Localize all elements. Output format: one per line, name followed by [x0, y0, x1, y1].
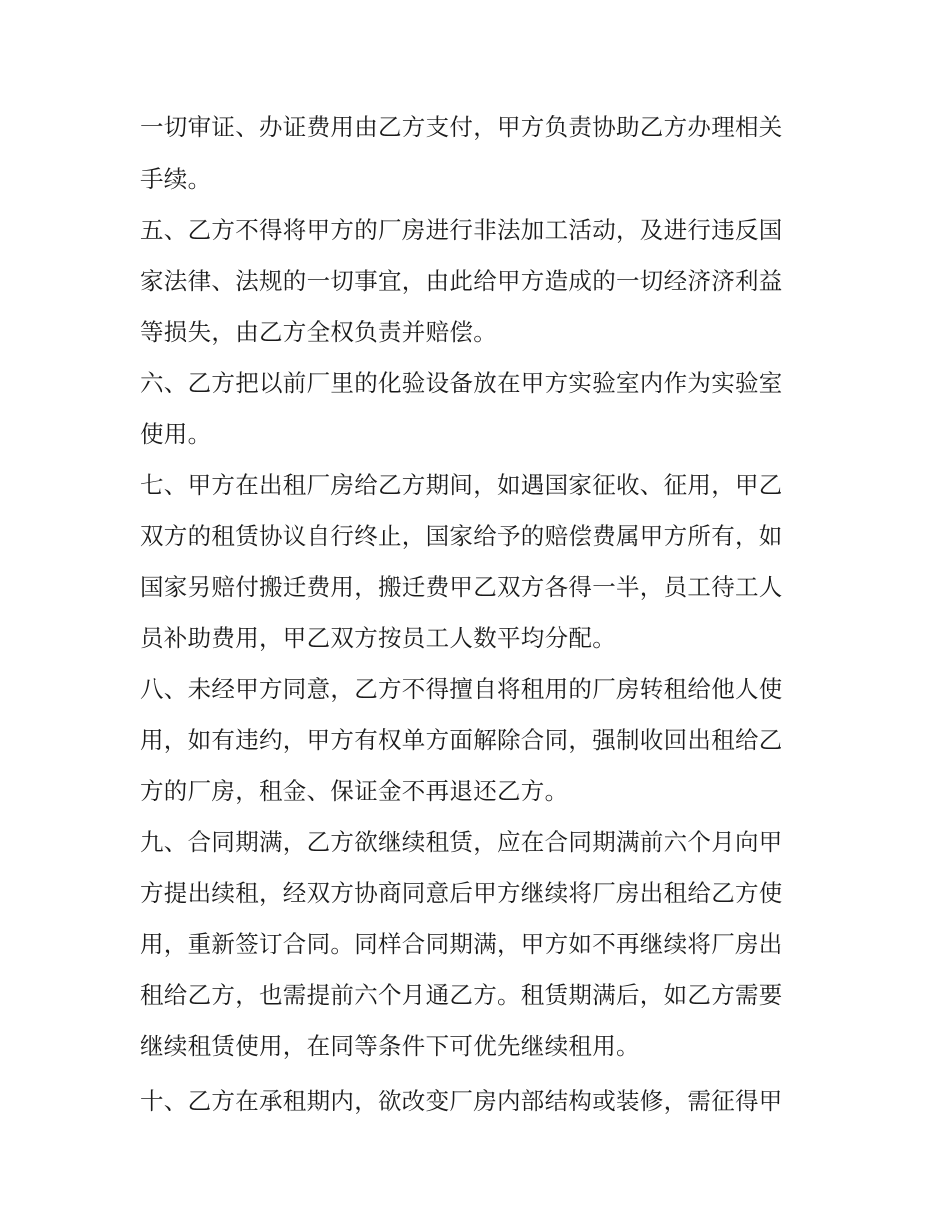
text-line: 用，重新签订合同。同样合同期满，甲方如不再继续将厂房出	[140, 930, 783, 958]
text-line: 方提出续租，经双方协商同意后甲方继续将厂房出租给乙方使	[140, 879, 783, 907]
text-line: 十、乙方在承租期内，欲改变厂房内部结构或装修，需征得甲	[140, 1087, 783, 1115]
text-line: 八、未经甲方同意，乙方不得擅自将租用的厂房转租给他人使	[140, 675, 783, 703]
text-line: 使用。	[140, 420, 212, 448]
text-line: 双方的租赁协议自行终止，国家给予的赔偿费属甲方所有，如	[140, 522, 783, 550]
text-line: 家法律、法规的一切事宜，由此给甲方造成的一切经济济利益	[140, 267, 783, 295]
text-line: 国家另赔付搬迁费用，搬迁费甲乙双方各得一半，员工待工人	[140, 573, 783, 601]
text-line: 手续。	[140, 165, 212, 193]
text-line: 继续租赁使用，在同等条件下可优先继续租用。	[140, 1032, 640, 1060]
text-line: 一切审证、办证费用由乙方支付，甲方负责协助乙方办理相关	[140, 113, 783, 141]
text-line: 九、合同期满，乙方欲继续租赁，应在合同期满前六个月向甲	[140, 828, 783, 856]
text-line: 六、乙方把以前厂里的化验设备放在甲方实验室内作为实验室	[140, 369, 783, 397]
text-line: 员补助费用，甲乙双方按员工人数平均分配。	[140, 624, 616, 652]
text-line: 七、甲方在出租厂房给乙方期间，如遇国家征收、征用，甲乙	[140, 471, 783, 499]
text-line: 等损失，由乙方全权负责并赔偿。	[140, 318, 497, 346]
text-line: 用，如有违约，甲方有权单方面解除合同，强制收回出租给乙	[140, 726, 783, 754]
text-line: 五、乙方不得将甲方的厂房进行非法加工活动，及进行违反国	[140, 216, 783, 244]
text-line: 租给乙方，也需提前六个月通乙方。租赁期满后，如乙方需要	[140, 981, 783, 1009]
text-line: 方的厂房，租金、保证金不再退还乙方。	[140, 777, 569, 805]
